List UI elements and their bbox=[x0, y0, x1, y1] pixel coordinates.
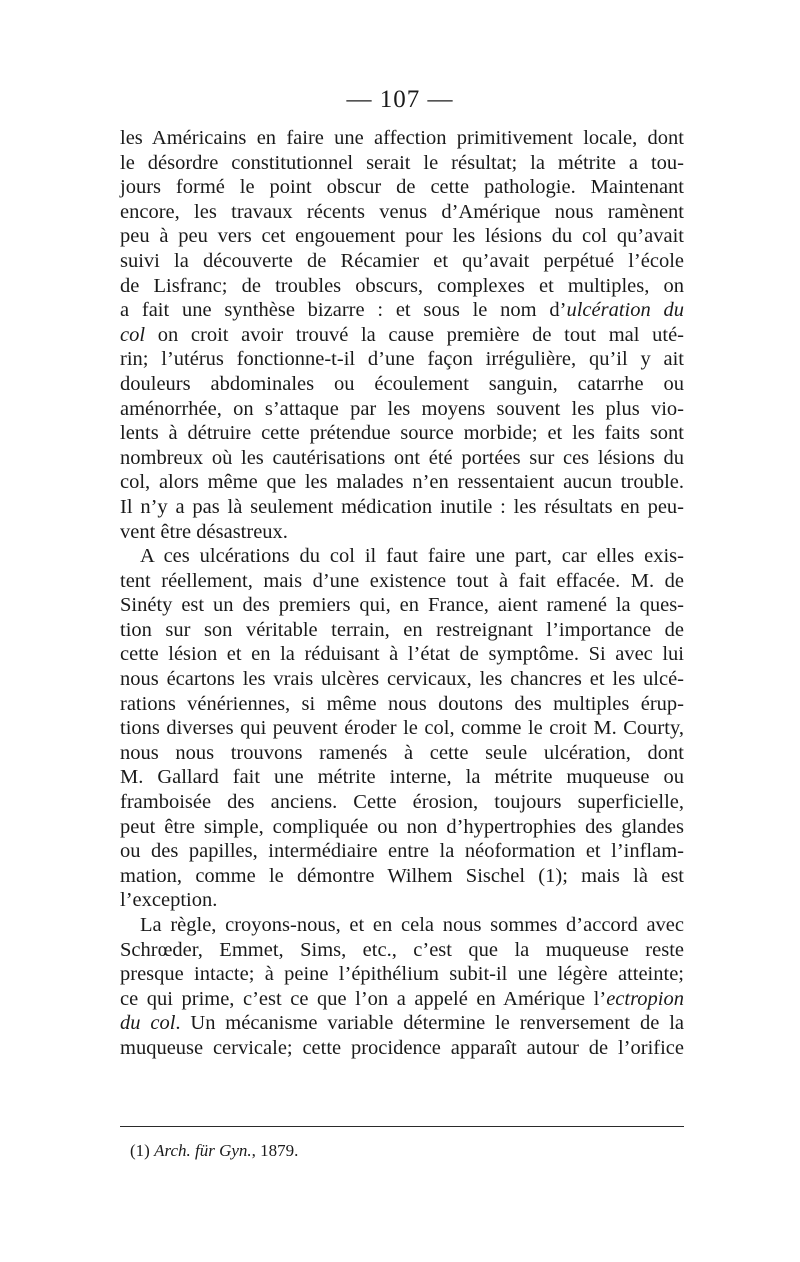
text-line: nombreux où les cautérisations ont été portées sur ces lésions du bbox=[120, 446, 684, 469]
text-line: A ces ulcérations du col il faut faire une part, car elles exis- bbox=[140, 545, 684, 568]
text-line: du col. Un mécanisme variable détermine le renversement de la bbox=[120, 1012, 684, 1035]
text-line: M. Gallard fait une métrite interne, la métrite muqueuse ou bbox=[120, 766, 684, 789]
text-line: ou des papilles, intermédiaire entre la néoformation et l’inflam- bbox=[120, 840, 684, 863]
text-line: jours formé le point obscur de cette pathologie. Maintenant bbox=[120, 176, 684, 199]
text-line: vent être désastreux. bbox=[120, 520, 288, 543]
text-line: cette lésion et en la réduisant à l’état de symptôme. Si avec lui bbox=[120, 643, 684, 666]
text-line: le désordre constitutionnel serait le résultat; la métrite a tou- bbox=[120, 151, 684, 174]
text-line: douleurs abdominales ou écoulement sanguin, catarrhe ou bbox=[120, 372, 684, 395]
text-line: La règle, croyons-nous, et en cela nous sommes d’accord avec bbox=[140, 914, 684, 936]
footnote-year: , 1879. bbox=[251, 1141, 299, 1160]
page-number: — 107 — bbox=[346, 86, 454, 113]
text-line: aménorrhée, on s’attaque par les moyens souvent les plus vio- bbox=[120, 397, 684, 420]
text-line: tent réellement, mais d’une existence tout à fait effacée. M. de bbox=[120, 569, 684, 592]
text-line: rin; l’utérus fonctionne-t-il d’une façon irrégulière, qu’il y ait bbox=[120, 348, 684, 371]
footnote bbox=[130, 1140, 298, 1162]
text-line: les Américains en faire une affection primitivement locale, dont bbox=[120, 127, 684, 149]
text-line: suivi la découverte de Récamier et qu’avait perpétué l’école bbox=[120, 249, 684, 272]
text-line: a fait une synthèse bizarre : et sous le nom d’ulcération du bbox=[120, 299, 684, 322]
text-line: ce qui prime, c’est ce que l’on a appelé en Amérique l’ectropion bbox=[120, 987, 684, 1010]
text-line: nous écartons les vrais ulcères cervicaux, les chancres et les ulcé- bbox=[120, 668, 684, 691]
text-line: Schrœder, Emmet, Sims, etc., c’est que la muqueuse reste bbox=[120, 938, 684, 961]
text-line: framboisée des anciens. Cette érosion, toujours superficielle, bbox=[120, 791, 684, 814]
text-line: l’exception. bbox=[120, 889, 218, 912]
text-line: nous nous trouvons ramenés à cette seule ulcération, dont bbox=[120, 741, 684, 764]
footnote-marker: (1) bbox=[130, 1141, 155, 1160]
italic-term: ectropion bbox=[606, 987, 684, 1010]
text-line: tion sur son véritable terrain, en restreignant l’importance de bbox=[120, 618, 684, 641]
text-line: Sinéty est un des premiers qui, en France, aient ramené la ques- bbox=[120, 594, 684, 617]
text-line: rations vénériennes, si même nous doutons des multiples érup- bbox=[120, 692, 684, 715]
footnote-source: Arch. für Gyn. bbox=[154, 1141, 252, 1160]
italic-term: col bbox=[120, 323, 146, 346]
footnote-rule bbox=[120, 1126, 684, 1127]
text-line: muqueuse cervicale; cette procidence apparaît autour de l’orifice bbox=[120, 1036, 684, 1059]
text-line: Il n’y a pas là seulement médication inutile : les résultats en peu- bbox=[120, 495, 684, 518]
text-line: peu à peu vers cet engouement pour les lésions du col qu’avait bbox=[120, 225, 684, 248]
text-line: de Lisfranc; de troubles obscurs, complexes et multiples, on bbox=[120, 274, 684, 297]
text-line: presque intacte; à peine l’épithélium subit-il une légère atteinte; bbox=[120, 963, 684, 986]
text-line: col on croit avoir trouvé la cause première de tout mal uté- bbox=[120, 323, 684, 346]
text-line: peut être simple, compliquée ou non d’hypertrophies des glandes bbox=[120, 815, 684, 838]
body-text bbox=[120, 126, 684, 1061]
italic-term: du col bbox=[120, 1012, 176, 1035]
italic-term: ulcération du bbox=[566, 299, 684, 322]
text-line: col, alors même que les malades n’en ressentaient aucun trouble. bbox=[120, 471, 684, 494]
text-line: encore, les travaux récents venus d’Amérique nous ramènent bbox=[120, 200, 684, 223]
text-line: lents à détruire cette prétendue source morbide; et les faits sont bbox=[120, 422, 684, 445]
text-line: mation, comme le démontre Wilhem Sischel (1); mais là est bbox=[120, 864, 684, 887]
text-line: tions diverses qui peuvent éroder le col, comme le croit M. Courty, bbox=[120, 717, 684, 740]
